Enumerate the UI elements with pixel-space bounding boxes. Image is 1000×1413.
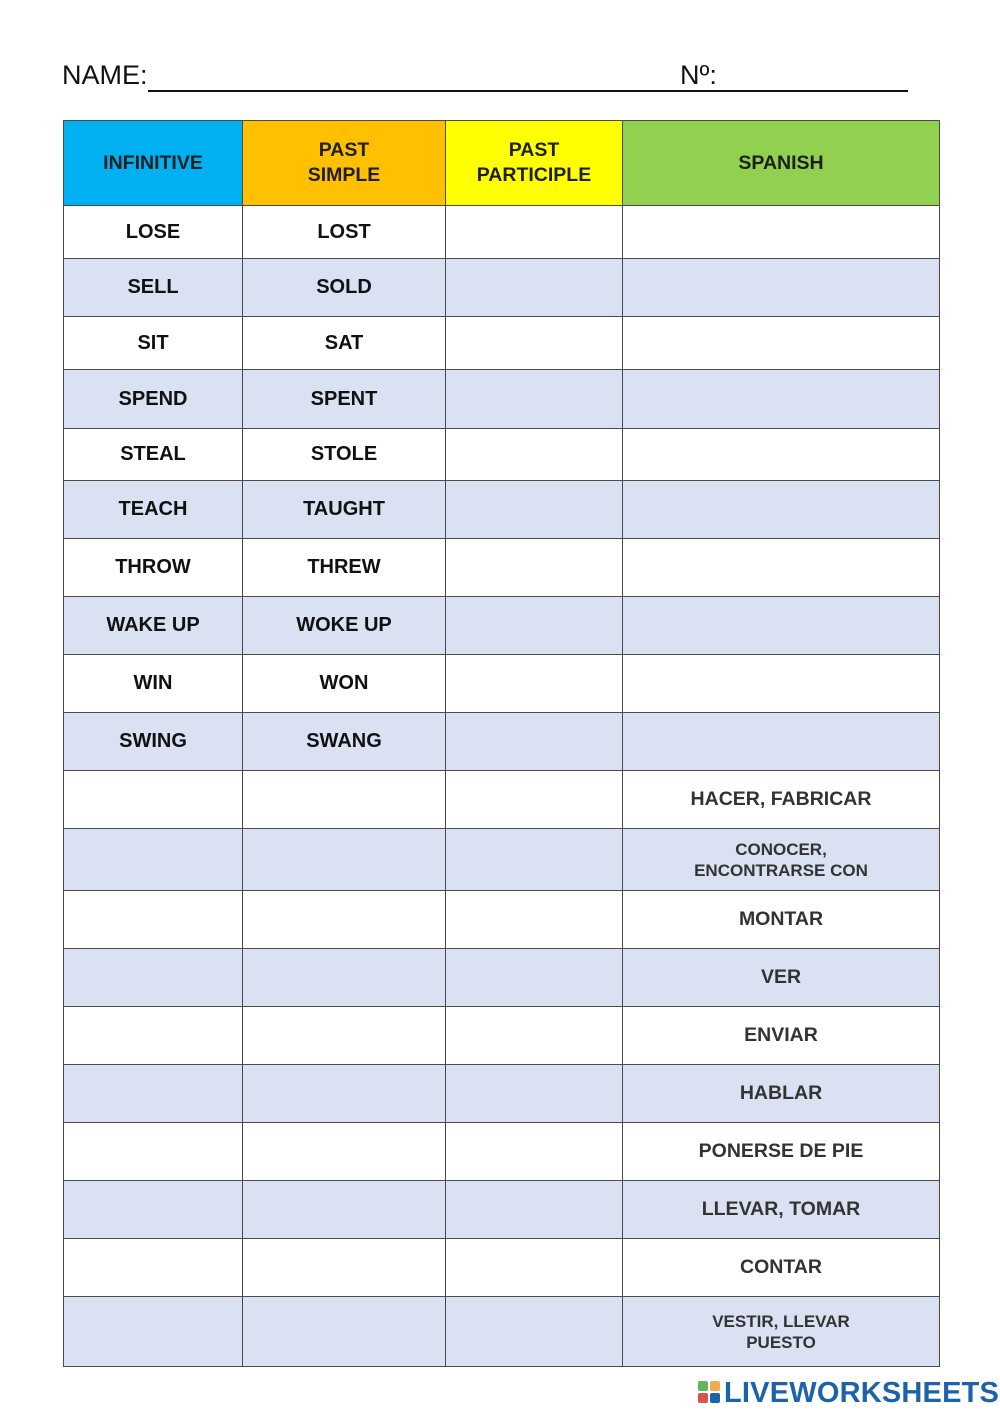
- irregular-verbs-table: [63, 120, 940, 1367]
- cell-past-participle[interactable]: [446, 259, 623, 317]
- table-row: [64, 481, 940, 539]
- cell-past-participle[interactable]: [446, 1123, 623, 1181]
- header-label-line: PARTICIPLE: [476, 164, 592, 186]
- header-spanish: [623, 121, 940, 206]
- header-label-line: SIMPLE: [307, 164, 381, 186]
- cell-spanish: MONTAR: [623, 891, 940, 949]
- cell-past-simple[interactable]: [243, 1007, 446, 1065]
- cell-past-simple: SWANG: [243, 713, 446, 771]
- cell-spanish[interactable]: [623, 713, 940, 771]
- cell-infinitive[interactable]: [64, 1065, 243, 1123]
- table-row: [64, 597, 940, 655]
- cell-spanish: CONOCER, ENCONTRARSE CON: [623, 829, 940, 891]
- header-past-simple: [243, 121, 446, 206]
- cell-infinitive: WAKE UP: [64, 597, 243, 655]
- table-row: [64, 891, 940, 949]
- cell-infinitive: THROW: [64, 539, 243, 597]
- header-past-participle: [446, 121, 623, 206]
- cell-spanish[interactable]: [623, 370, 940, 429]
- cell-spanish[interactable]: [623, 481, 940, 539]
- cell-past-simple[interactable]: [243, 891, 446, 949]
- cell-infinitive[interactable]: [64, 1123, 243, 1181]
- cell-past-participle[interactable]: [446, 771, 623, 829]
- cell-infinitive[interactable]: [64, 949, 243, 1007]
- name-blank[interactable]: [148, 90, 742, 92]
- table-row: [64, 1181, 940, 1239]
- cell-past-simple[interactable]: [243, 1123, 446, 1181]
- cell-past-participle[interactable]: [446, 1065, 623, 1123]
- cell-spanish[interactable]: [623, 429, 940, 481]
- name-label: NAME:: [62, 60, 148, 90]
- cell-past-participle[interactable]: [446, 1181, 623, 1239]
- table-row: [64, 949, 940, 1007]
- cell-past-participle[interactable]: [446, 370, 623, 429]
- cell-past-simple: SOLD: [243, 259, 446, 317]
- cell-past-simple[interactable]: [243, 949, 446, 1007]
- cell-infinitive[interactable]: [64, 1007, 243, 1065]
- student-info-row: [62, 58, 942, 98]
- cell-infinitive[interactable]: [64, 891, 243, 949]
- cell-infinitive: SWING: [64, 713, 243, 771]
- cell-spanish: LLEVAR, TOMAR: [623, 1181, 940, 1239]
- cell-past-participle[interactable]: [446, 597, 623, 655]
- table-row: [64, 829, 940, 891]
- cell-spanish[interactable]: [623, 655, 940, 713]
- logo-text: LIVEWORKSHEETS: [724, 1377, 1000, 1409]
- cell-past-simple[interactable]: [243, 1297, 446, 1367]
- cell-past-simple: STOLE: [243, 429, 446, 481]
- header-label-line: SPANISH: [738, 151, 824, 174]
- cell-past-participle[interactable]: [446, 1239, 623, 1297]
- cell-past-simple[interactable]: [243, 829, 446, 891]
- table-row: [64, 1297, 940, 1367]
- header-label-line: INFINITIVE: [103, 151, 203, 174]
- cell-past-simple: WON: [243, 655, 446, 713]
- cell-past-participle[interactable]: [446, 317, 623, 370]
- header-infinitive: [64, 121, 243, 206]
- cell-infinitive[interactable]: [64, 1181, 243, 1239]
- cell-past-participle[interactable]: [446, 829, 623, 891]
- cell-past-participle[interactable]: [446, 949, 623, 1007]
- table-row: [64, 429, 940, 481]
- cell-infinitive[interactable]: [64, 771, 243, 829]
- cell-infinitive[interactable]: [64, 829, 243, 891]
- table-row: [64, 713, 940, 771]
- table-row: [64, 655, 940, 713]
- cell-spanish: CONTAR: [623, 1239, 940, 1297]
- cell-infinitive[interactable]: [64, 1297, 243, 1367]
- table-row: [64, 1065, 940, 1123]
- cell-infinitive: SELL: [64, 259, 243, 317]
- cell-past-participle[interactable]: [446, 1007, 623, 1065]
- cell-spanish[interactable]: [623, 597, 940, 655]
- cell-infinitive: STEAL: [64, 429, 243, 481]
- cell-past-participle[interactable]: [446, 1297, 623, 1367]
- cell-past-simple[interactable]: [243, 1239, 446, 1297]
- cell-past-simple: SAT: [243, 317, 446, 370]
- cell-spanish[interactable]: [623, 317, 940, 370]
- logo-mark-icon: [698, 1381, 722, 1405]
- cell-spanish: VER: [623, 949, 940, 1007]
- table-row: [64, 370, 940, 429]
- cell-past-simple: SPENT: [243, 370, 446, 429]
- cell-past-participle[interactable]: [446, 206, 623, 259]
- table-row: [64, 1239, 940, 1297]
- cell-past-participle[interactable]: [446, 655, 623, 713]
- cell-spanish: HABLAR: [623, 1065, 940, 1123]
- table-row: [64, 317, 940, 370]
- cell-past-simple: TAUGHT: [243, 481, 446, 539]
- cell-spanish: VESTIR, LLEVAR PUESTO: [623, 1297, 940, 1367]
- cell-spanish: PONERSE DE PIE: [623, 1123, 940, 1181]
- cell-past-simple: WOKE UP: [243, 597, 446, 655]
- cell-infinitive: TEACH: [64, 481, 243, 539]
- table-row: [64, 1007, 940, 1065]
- table-header-row: [64, 121, 940, 206]
- number-blank[interactable]: [728, 90, 908, 92]
- cell-infinitive: SPEND: [64, 370, 243, 429]
- table-row: [64, 539, 940, 597]
- cell-spanish[interactable]: [623, 539, 940, 597]
- cell-past-participle[interactable]: [446, 539, 623, 597]
- header-label-line: PAST: [508, 139, 560, 161]
- cell-past-simple[interactable]: [243, 771, 446, 829]
- cell-spanish[interactable]: [623, 259, 940, 317]
- cell-past-participle[interactable]: [446, 891, 623, 949]
- table-row: [64, 206, 940, 259]
- number-label: Nº:: [680, 60, 717, 90]
- cell-past-simple[interactable]: [243, 1065, 446, 1123]
- table-row: [64, 259, 940, 317]
- cell-past-simple[interactable]: [243, 1181, 446, 1239]
- cell-infinitive: WIN: [64, 655, 243, 713]
- cell-past-participle[interactable]: [446, 713, 623, 771]
- cell-spanish[interactable]: [623, 206, 940, 259]
- header-label-line: PAST: [318, 139, 370, 161]
- cell-past-participle[interactable]: [446, 481, 623, 539]
- table-row: [64, 771, 940, 829]
- cell-infinitive[interactable]: [64, 1239, 243, 1297]
- cell-past-participle[interactable]: [446, 429, 623, 481]
- cell-spanish: HACER, FABRICAR: [623, 771, 940, 829]
- table-body: [64, 206, 940, 1367]
- cell-infinitive: SIT: [64, 317, 243, 370]
- table-row: [64, 1123, 940, 1181]
- cell-past-simple: LOST: [243, 206, 446, 259]
- cell-infinitive: LOSE: [64, 206, 243, 259]
- cell-spanish: ENVIAR: [623, 1007, 940, 1065]
- cell-past-simple: THREW: [243, 539, 446, 597]
